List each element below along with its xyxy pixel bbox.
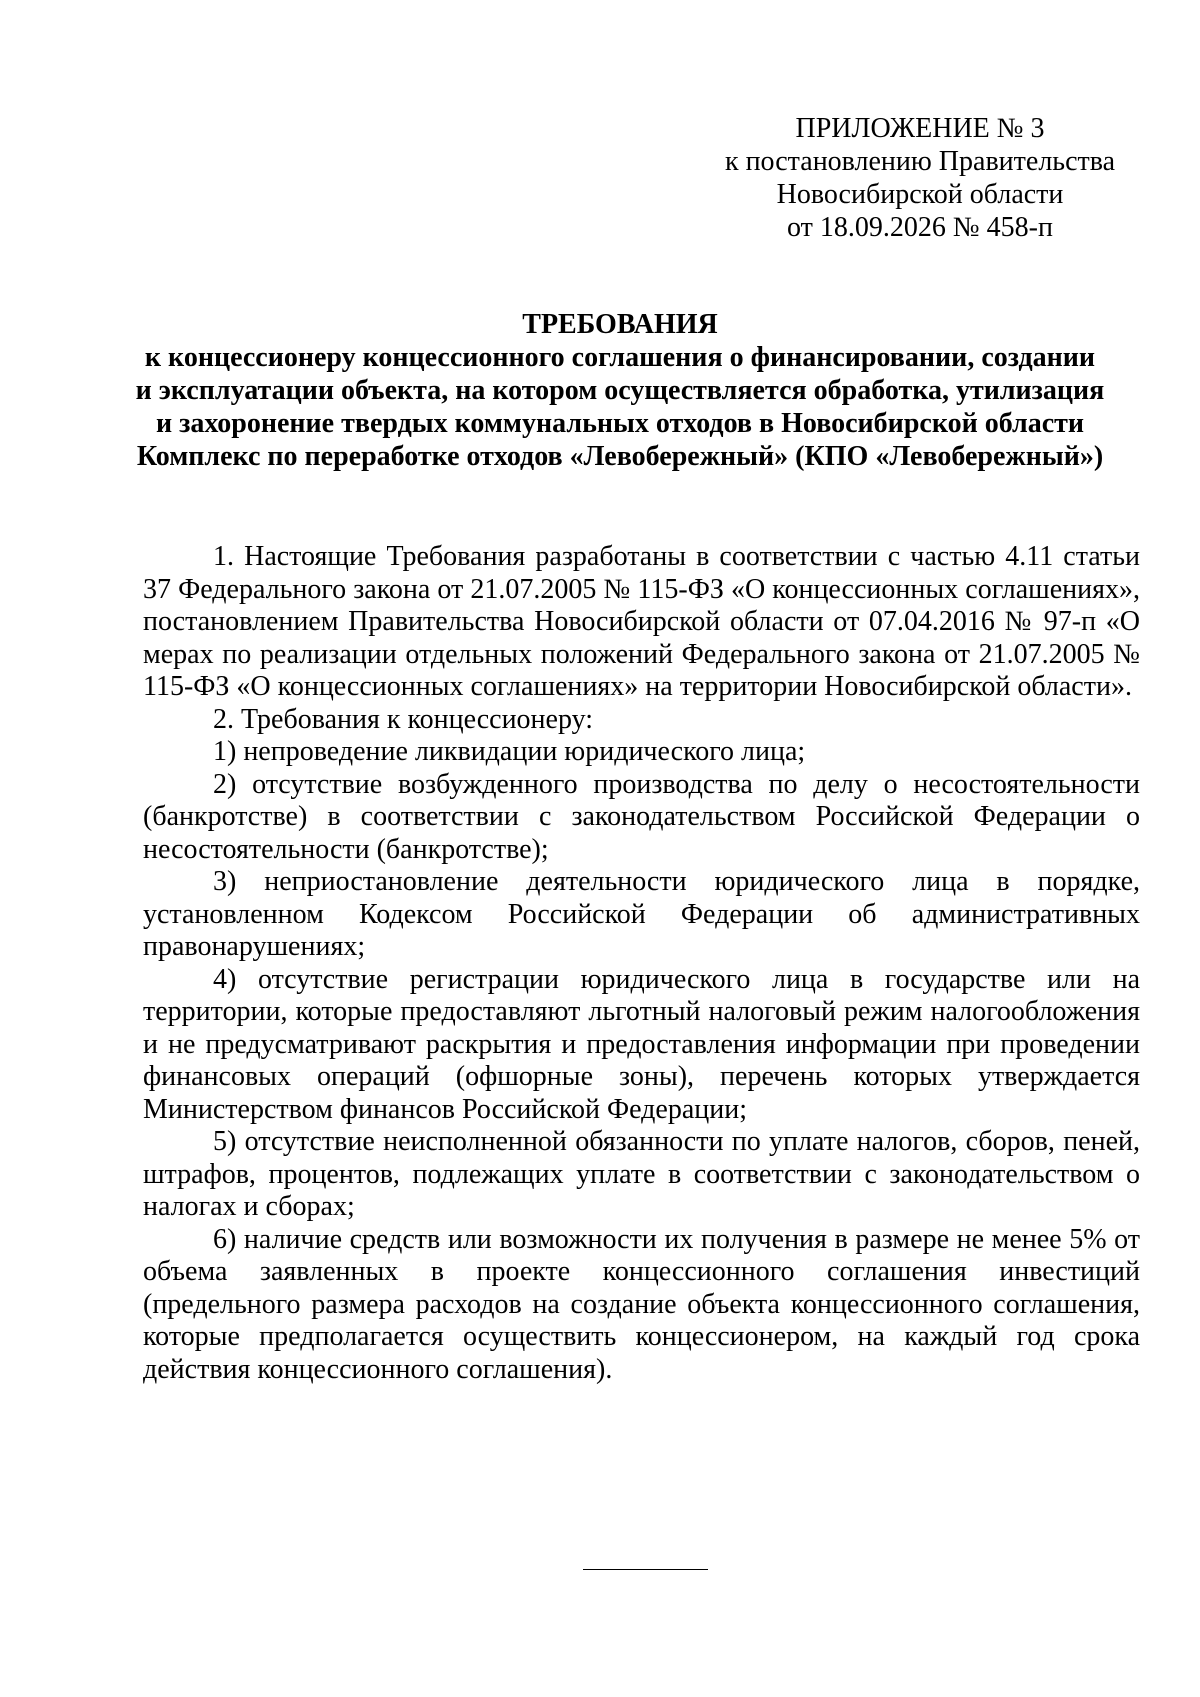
- appendix-region: Новосибирской области: [776, 179, 1064, 210]
- requirement-item-3: 3) неприостановление деятельности юридического лица в порядке, установленном Кодексом Российской Федерации об административных правонарушениях;: [143, 866, 1140, 962]
- requirement-item-1: 1) непроведение ликвидации юридического лица;: [213, 736, 806, 767]
- appendix-resolution-ref: к постановлению Правительства: [724, 146, 1116, 177]
- title-heading: ТРЕБОВАНИЯ: [522, 309, 718, 340]
- closing-rule: [583, 1569, 708, 1570]
- appendix-date-number: от 18.09.2026 № 458-п: [787, 212, 1053, 243]
- appendix-header: [700, 112, 1140, 244]
- title-line: и захоронение твердых коммунальных отходов в Новосибирской области: [155, 408, 1085, 439]
- appendix-number: ПРИЛОЖЕНИЕ № 3: [795, 113, 1045, 144]
- requirement-item-6: 6) наличие средств или возможности их получения в размере не менее 5% от объема заявленных в проекте концессионного соглашения инвестиций (предельного размера расходов на создание объекта концессионного соглашения, которые предполагается осуществить концессионером, на каждый год срока действия концессионного соглашения).: [143, 1223, 1140, 1385]
- paragraph-1: 1. Настоящие Требования разработаны в соответствии с частью 4.11 статьи 37 Федерального закона от 21.07.2005 № 115-ФЗ «О концессионных соглашениях», постановлением Правительства Новосибирской области от 07.04.2016 № 97-п «О мерах по реализации отдельных положений Федерального закона от 21.07.2005 № 115-ФЗ «О концессионных соглашениях» на территории Новосибирской области».: [143, 541, 1140, 702]
- requirement-item-4: 4) отсутствие регистрации юридического лица в государстве или на территории, которые предоставляют льготный налоговый режим налогообложения и не предусматривают раскрытия и предоставления информации при проведении финансовых операций (офшорные зоны), перечень которых утверждается Министерством финансов Российской Федерации;: [143, 963, 1140, 1125]
- requirement-item-2: 2) отсутствие возбужденного производства по делу о несостоятельности (банкротстве) в соответствии с законодательством Российской Федерации о несостоятельности (банкротстве);: [143, 768, 1140, 865]
- document-body: [143, 541, 1140, 1386]
- title-line: Комплекс по переработке отходов «Левобережный» (КПО «Левобережный»): [136, 441, 1104, 472]
- title-line: к концессионеру концессионного соглашения о финансировании, создании: [144, 342, 1096, 373]
- requirement-item-5: 5) отсутствие неисполненной обязанности по уплате налогов, сборов, пеней, штрафов, процентов, подлежащих уплате в соответствии с законодательством о налогах и сборах;: [143, 1126, 1140, 1222]
- document-title: [125, 308, 1115, 473]
- paragraph-2: 2. Требования к концессионеру:: [213, 703, 594, 735]
- title-line: и эксплуатации объекта, на котором осуществляется обработка, утилизация: [135, 375, 1105, 406]
